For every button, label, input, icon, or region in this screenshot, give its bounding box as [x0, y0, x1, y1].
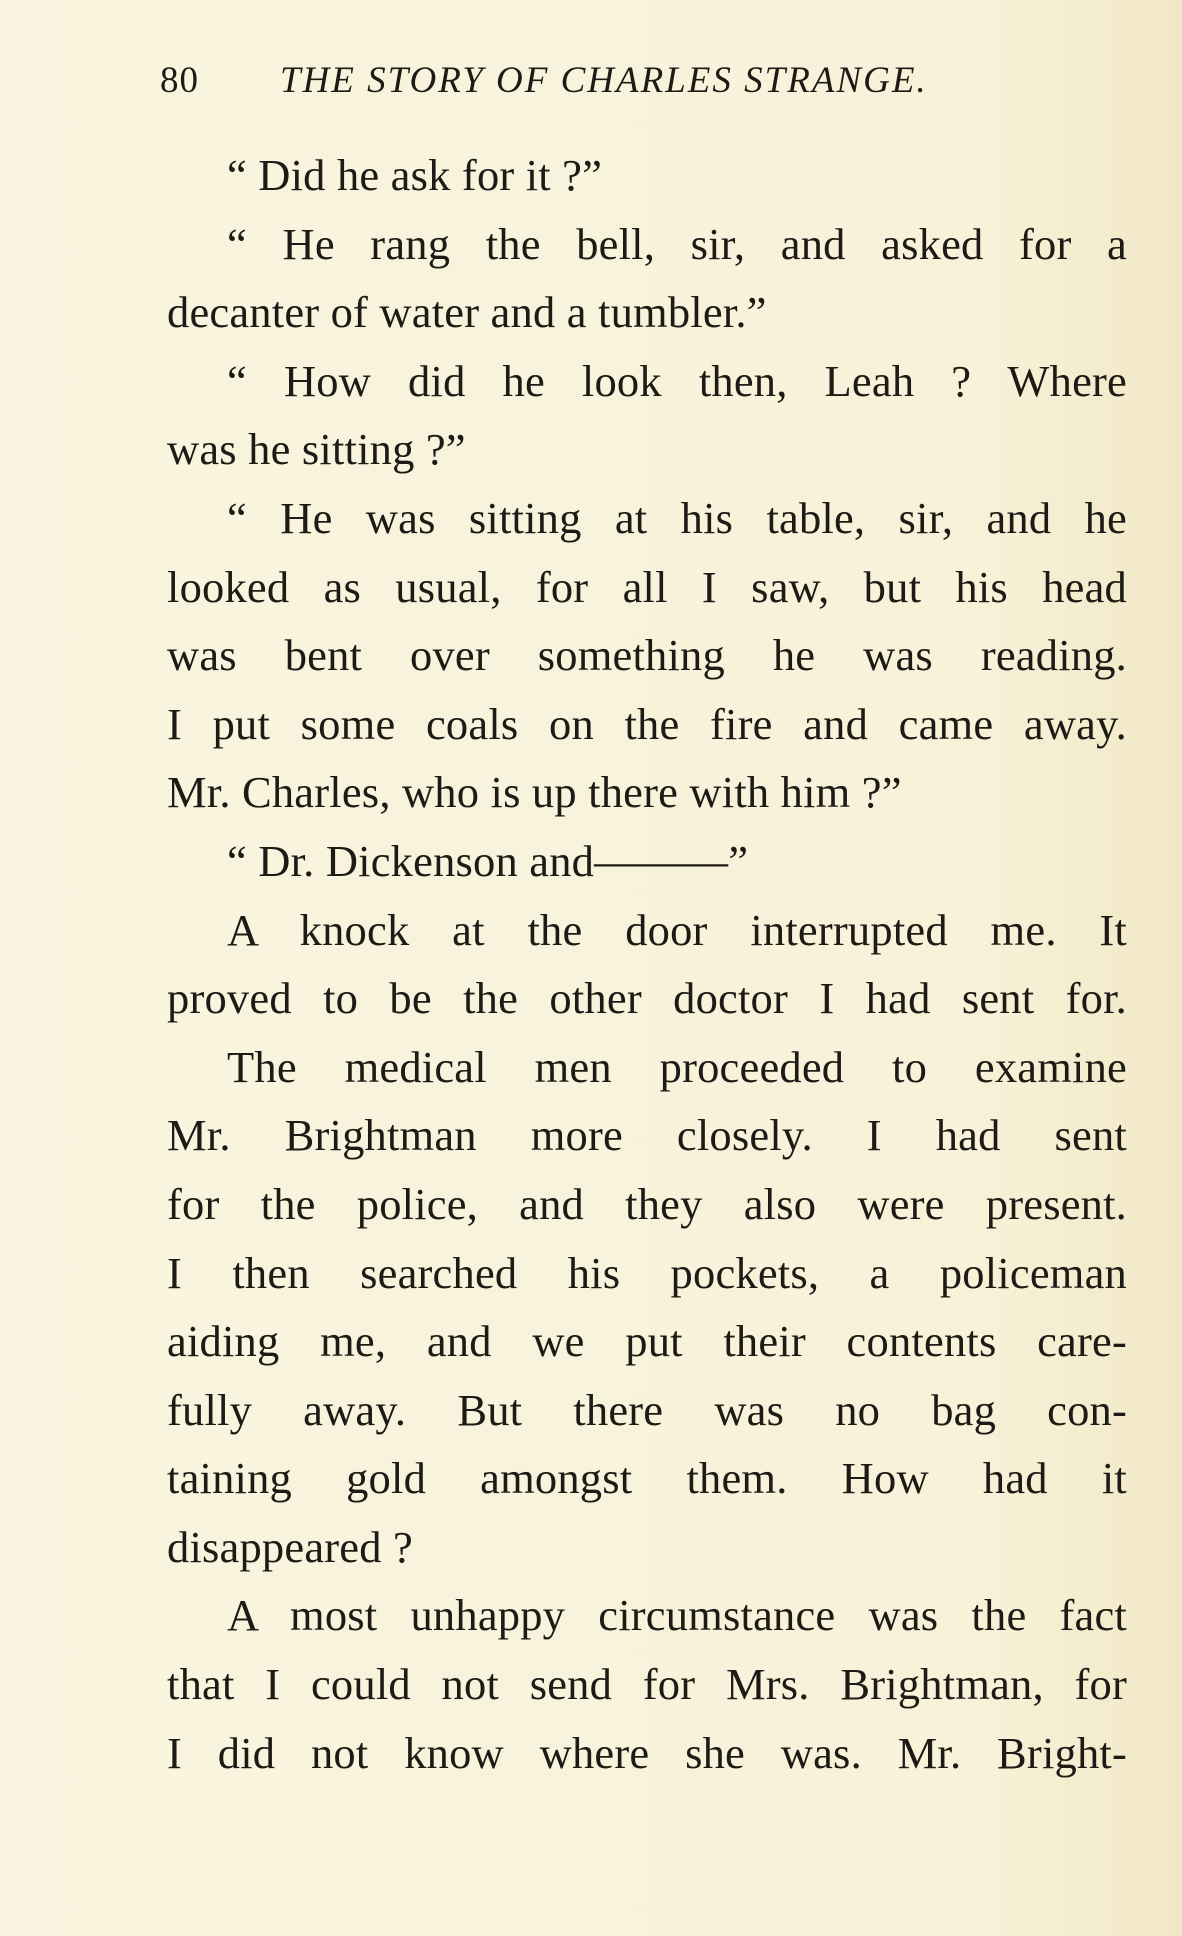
text-line: A most unhappy circumstance was the fact: [227, 1590, 1127, 1641]
text-line: “ How did he look then, Leah ? Where: [227, 355, 1127, 406]
body-text: [167, 141, 1127, 1787]
text-line: looked as usual, for all I saw, but his head: [167, 561, 1127, 612]
text-line: The medical men proceeded to examine: [227, 1041, 1127, 1092]
text-line: I put some coals on the fire and came away.: [167, 698, 1127, 749]
text-line: Mr. Charles, who is up there with him ?”: [167, 767, 902, 818]
page-number: 80: [160, 60, 199, 101]
text-line: “ He rang the bell, sir, and asked for a: [227, 218, 1127, 269]
text-line: fully away. But there was no bag con-: [167, 1384, 1127, 1435]
text-line: “ Did he ask for it ?”: [227, 150, 603, 200]
text-line: that I could not send for Mrs. Brightman, for: [167, 1659, 1127, 1710]
text-line: Mr. Brightman more closely. I had sent: [167, 1110, 1127, 1161]
text-line: I did not know where she was. Mr. Bright-: [167, 1727, 1127, 1778]
text-line: proved to be the other doctor I had sent for.: [167, 973, 1127, 1024]
text-line: “ Dr. Dickenson and———”: [227, 835, 749, 886]
text-line: taining gold amongst them. How had it: [167, 1453, 1127, 1504]
text-line: aiding me, and we put their contents care-: [167, 1316, 1127, 1367]
running-title: THE STORY OF CHARLES STRANGE.: [280, 60, 928, 101]
text-line: A knock at the door interrupted me. It: [227, 904, 1127, 955]
text-line: was bent over something he was reading.: [167, 630, 1127, 681]
text-line: for the police, and they also were present.: [167, 1178, 1127, 1229]
running-head: [160, 58, 1020, 104]
text-line: decanter of water and a tumbler.”: [167, 287, 767, 338]
text-line: I then searched his pockets, a policeman: [167, 1247, 1127, 1298]
text-line: “ He was sitting at his table, sir, and he: [227, 492, 1127, 543]
text-line: disappeared ?: [167, 1521, 413, 1572]
text-line: was he sitting ?”: [167, 424, 466, 475]
